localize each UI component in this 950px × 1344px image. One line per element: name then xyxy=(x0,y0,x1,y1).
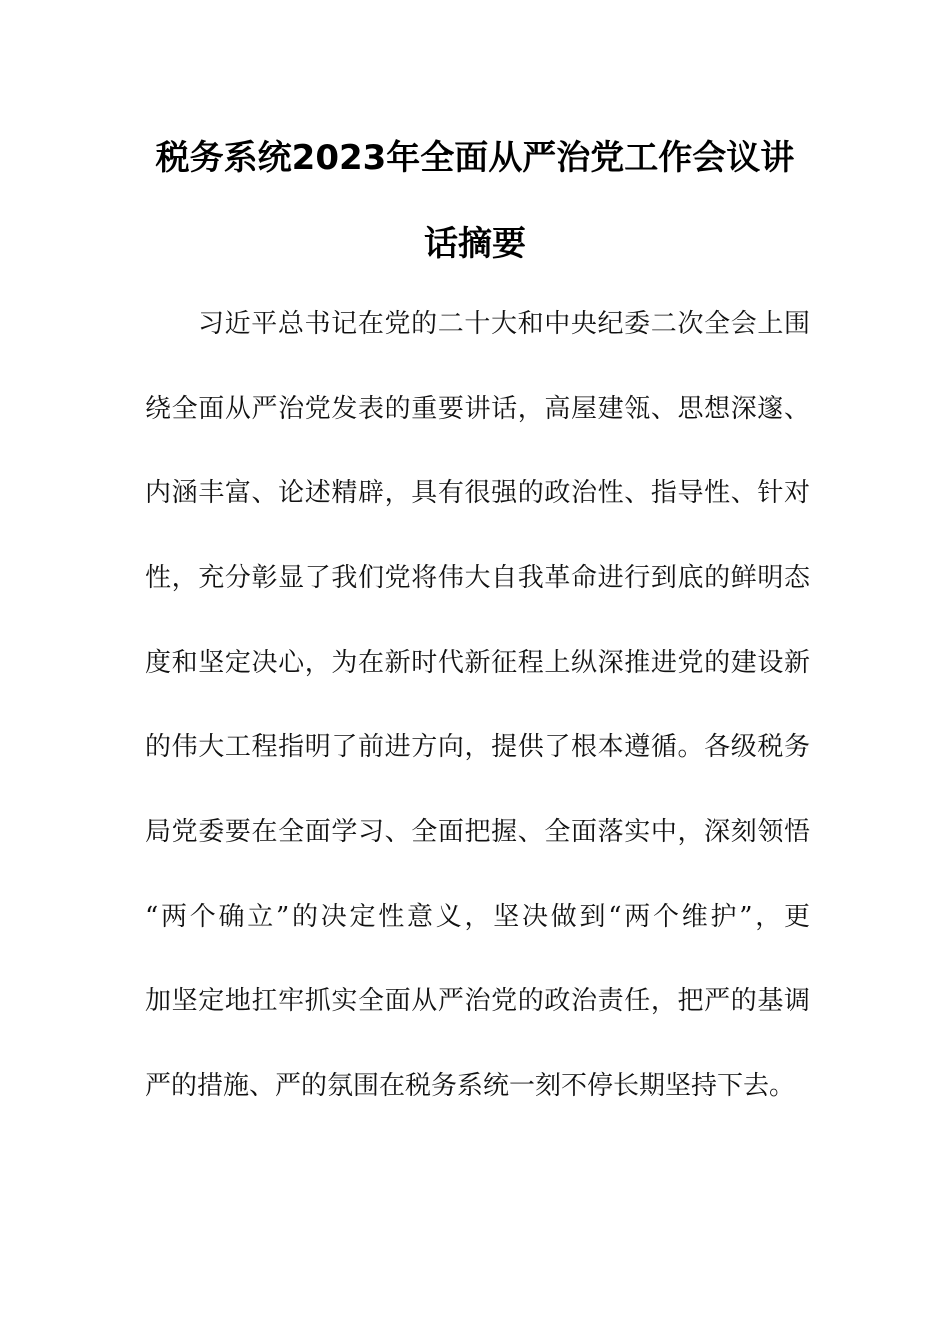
paragraph-line-1: 习近平总书记在党的二十大和中央纪委二次全会上围 xyxy=(198,309,810,339)
paragraph-line-10: 严的措施、严的氛围在税务系统一刻不停长期坚持下去。 xyxy=(145,1071,796,1101)
paragraph-line-8: “两个确立”的决定性意义，坚决做到“两个维护”，更 xyxy=(145,902,810,932)
document-title-line-2: 话摘要 xyxy=(424,224,526,264)
paragraph-line-5: 度和坚定决心，为在新时代新征程上纵深推进党的建设新 xyxy=(145,648,810,678)
paragraph-line-2: 绕全面从严治党发表的重要讲话，高屋建瓴、思想深邃、 xyxy=(145,394,810,424)
paragraph-line-9: 加坚定地扛牢抓实全面从严治党的政治责任，把严的基调 xyxy=(145,986,810,1016)
paragraph-line-4: 性，充分彰显了我们党将伟大自我革命进行到底的鲜明态 xyxy=(145,563,810,593)
paragraph-line-6: 的伟大工程指明了前进方向，提供了根本遵循。各级税务 xyxy=(145,732,810,762)
document-title-line-1: 税务系统2023年全面从严治党工作会议讲 xyxy=(155,138,795,178)
paragraph-line-3: 内涵丰富、论述精辟，具有很强的政治性、指导性、针对 xyxy=(145,478,810,508)
paragraph-line-7: 局党委要在全面学习、全面把握、全面落实中，深刻领悟 xyxy=(145,817,810,847)
